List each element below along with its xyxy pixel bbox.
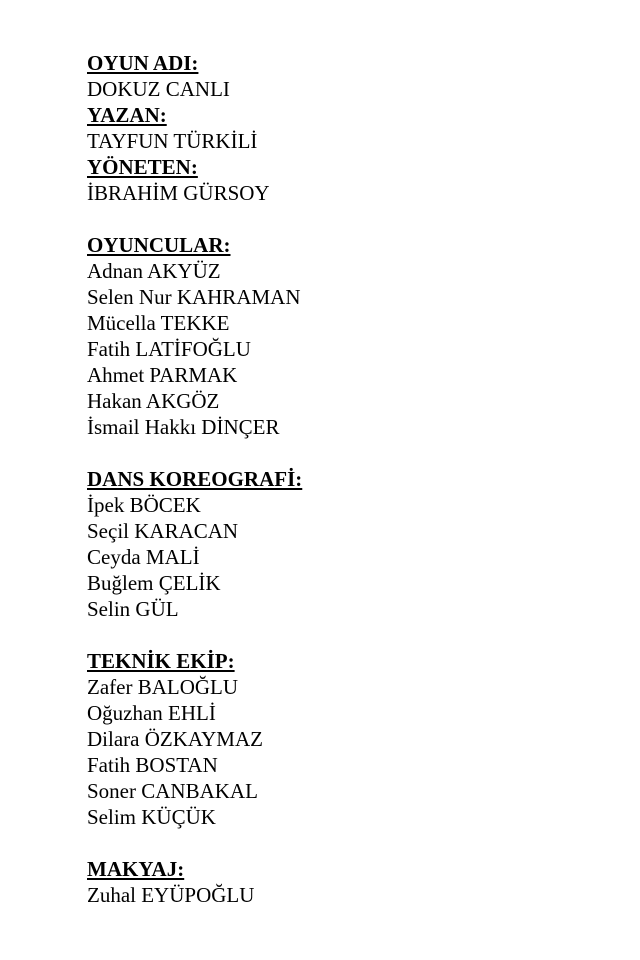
credits-page: [87, 50, 607, 908]
director-heading: YÖNETEN:: [87, 155, 198, 179]
play-title-heading: OYUN ADI:: [87, 51, 199, 75]
section-spacer: [87, 830, 607, 856]
cast-member: Selen Nur KAHRAMAN: [87, 285, 301, 309]
technical-member: Selim KÜÇÜK: [87, 805, 216, 829]
technical-member: Dilara ÖZKAYMAZ: [87, 727, 263, 751]
dance-member: Selin GÜL: [87, 597, 179, 621]
dance-member: İpek BÖCEK: [87, 493, 201, 517]
cast-member: Hakan AKGÖZ: [87, 389, 220, 413]
writer-heading: YAZAN:: [87, 103, 167, 127]
makeup-heading: MAKYAJ:: [87, 857, 185, 881]
section-spacer: [87, 206, 607, 232]
cast-member: Mücella TEKKE: [87, 311, 230, 335]
cast-member: İsmail Hakkı DİNÇER: [87, 415, 280, 439]
play-info-section: [87, 50, 607, 206]
dance-heading: DANS KOREOGRAFİ:: [87, 467, 303, 491]
dance-member: Buğlem ÇELİK: [87, 571, 221, 595]
technical-heading: TEKNİK EKİP:: [87, 649, 235, 673]
technical-member: Soner CANBAKAL: [87, 779, 258, 803]
cast-member: Ahmet PARMAK: [87, 363, 238, 387]
technical-member: Fatih BOSTAN: [87, 753, 218, 777]
makeup-section: [87, 856, 607, 908]
technical-section: [87, 648, 607, 830]
dance-member: Ceyda MALİ: [87, 545, 200, 569]
play-title-value: DOKUZ CANLI: [87, 77, 230, 101]
cast-heading: OYUNCULAR:: [87, 233, 231, 257]
cast-section: [87, 232, 607, 440]
cast-member: Adnan AKYÜZ: [87, 259, 221, 283]
dance-member: Seçil KARACAN: [87, 519, 239, 543]
dance-section: [87, 466, 607, 622]
director-value: İBRAHİM GÜRSOY: [87, 181, 270, 205]
section-spacer: [87, 440, 607, 466]
writer-value: TAYFUN TÜRKİLİ: [87, 129, 258, 153]
section-spacer: [87, 622, 607, 648]
makeup-member: Zuhal EYÜPOĞLU: [87, 883, 255, 907]
technical-member: Oğuzhan EHLİ: [87, 701, 216, 725]
technical-member: Zafer BALOĞLU: [87, 675, 239, 699]
cast-member: Fatih LATİFOĞLU: [87, 337, 251, 361]
